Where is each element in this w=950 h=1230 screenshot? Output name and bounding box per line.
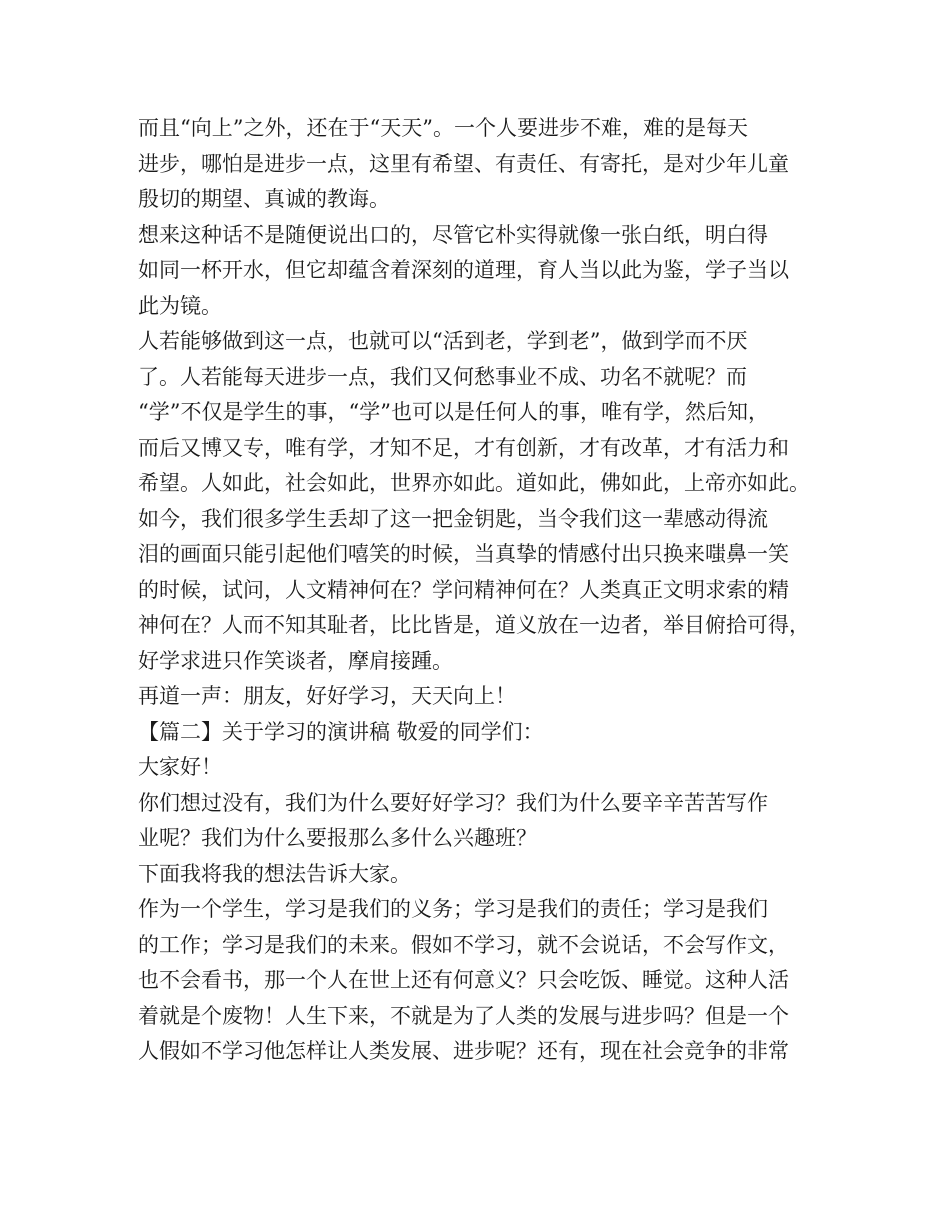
text-line: 人假如不学习他怎样让人类发展、进步呢？还有，现在社会竞争的非常: [138, 1039, 789, 1063]
text-line: 的时候，试问，人文精神何在？学问精神何在？人类真正文明求索的精: [138, 577, 789, 602]
text-line: 的工作；学习是我们的未来。假如不学习，就不会说话，不会写作文，: [138, 932, 789, 957]
text-line: 进步，哪怕是进步一点，这里有希望、有责任、有寄托，是对少年儿童: [138, 151, 789, 176]
text-line: 也不会看书，那一个人在世上还有何意义？只会吃饭、睡觉。这种人活: [138, 968, 789, 992]
text-line: 了。人若能每天进步一点，我们又何愁事业不成、功名不就呢？而: [138, 364, 747, 389]
text-line: 此为镜。: [138, 293, 222, 318]
text-line: 想来这种话不是随便说出口的，尽管它朴实得就像一张白纸，明白得: [138, 222, 768, 247]
text-line: 人若能够做到这一点，也就可以“活到老，学到老”，做到学而不厌: [138, 329, 748, 353]
body-text: [138, 111, 838, 1070]
text-line: 下面我将我的想法告诉大家。: [138, 861, 411, 886]
text-line: 而后又博又专，唯有学，才知不足，才有创新，才有改革，才有活力和: [138, 435, 789, 460]
text-line: 业呢？我们为什么要报那么多什么兴趣班？: [138, 826, 537, 850]
text-line: 着就是个废物！人生下来，不就是为了人类的发展与进步吗？但是一个: [138, 1003, 789, 1028]
text-line: 你们想过没有，我们为什么要好好学习？我们为什么要辛辛苦苦写作: [138, 790, 768, 815]
text-line: 而且“向上”之外，还在于“天天”。一个人要进步不难，难的是每天: [138, 116, 748, 140]
text-line: 好学求进只作笑谈者，摩肩接踵。: [138, 648, 453, 673]
text-line: “学”不仅是学生的事，“学”也可以是任何人的事，唯有学，然后知，: [138, 400, 769, 424]
text-line: 大家好！: [138, 755, 222, 779]
text-line: 泪的画面只能引起他们嘻笑的时候，当真挚的情感付出只换来嗤鼻一笑: [138, 542, 789, 566]
text-line: 再道一声：朋友，好好学习，天天向上！: [138, 684, 516, 708]
text-line: 如同一杯开水，但它却蕴含着深刻的道理，育人当以此为鉴，学子当以: [138, 258, 789, 282]
text-line: 殷切的期望、真诚的教诲。: [138, 187, 390, 211]
text-line: 希望。人如此，社会如此，世界亦如此。道如此，佛如此，上帝亦如此。: [138, 471, 810, 495]
text-line: 作为一个学生，学习是我们的义务；学习是我们的责任；学习是我们: [138, 897, 768, 921]
text-line: 神何在？人而不知其耻者，比比皆是，道义放在一边者，举目俯拾可得，: [138, 613, 810, 637]
text-line: 如今，我们很多学生丢却了这一把金钥匙，当令我们这一辈感动得流: [138, 506, 768, 531]
text-line: 【篇二】关于学习的演讲稿 敬爱的同学们：: [138, 719, 544, 744]
